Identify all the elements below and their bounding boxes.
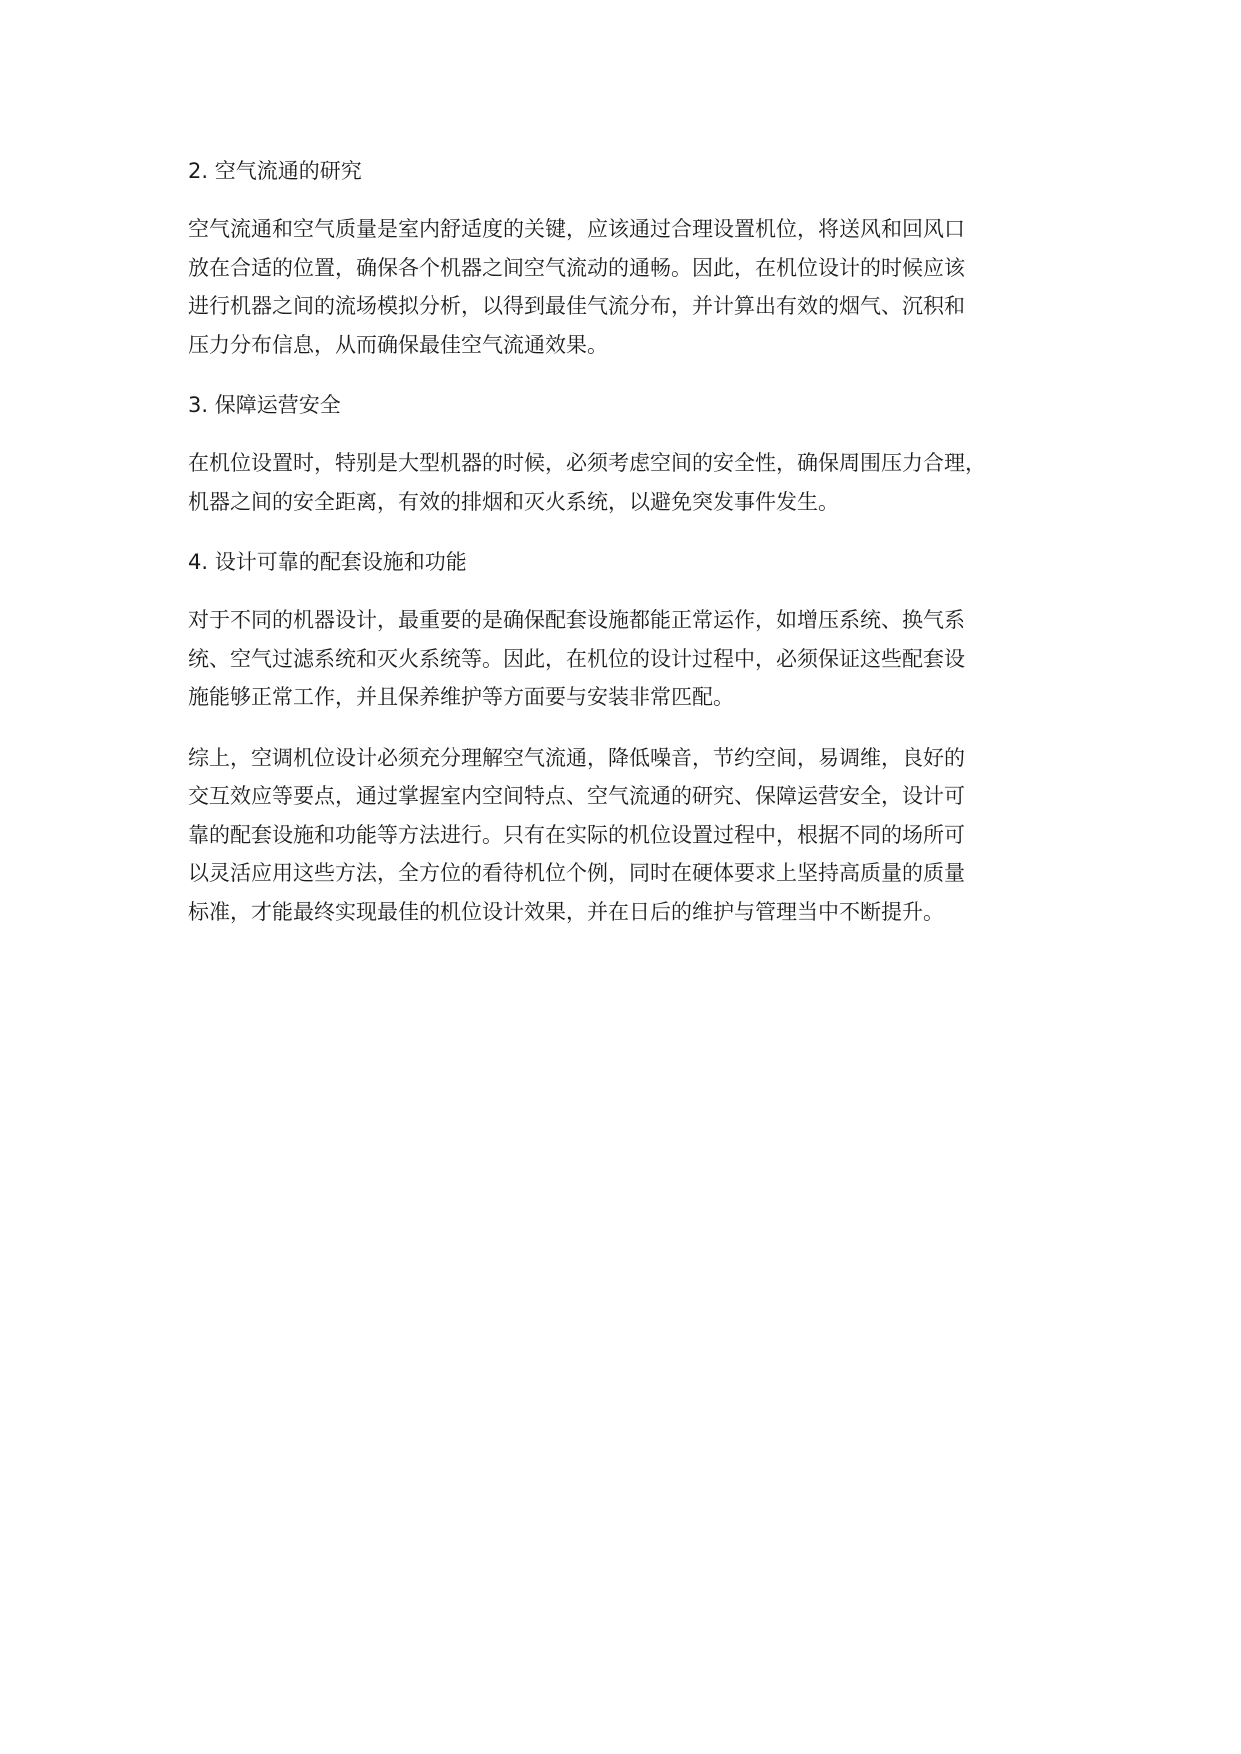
paragraph-line: 放在合适的位置，确保各个机器之间空气流动的通畅。因此，在机位设计的时候应该 <box>188 255 965 280</box>
paragraph-line: 空气流通和空气质量是室内舒适度的关键，应该通过合理设置机位，将送风和回风口 <box>188 217 965 241</box>
paragraph-airflow <box>188 210 1068 364</box>
paragraph-line: 标准，才能最终实现最佳的机位设计效果，并在日后的维护与管理当中不断提升。 <box>188 899 944 924</box>
paragraph-line: 压力分布信息，从而确保最佳空气流通效果。 <box>188 332 608 357</box>
paragraph-line: 以灵活应用这些方法，全方位的看待机位个例，同时在硬体要求上坚持高质量的质量 <box>188 861 965 885</box>
paragraph-line: 机器之间的安全距离，有效的排烟和灭火系统，以避免突发事件发生。 <box>188 489 839 514</box>
paragraph-line: 进行机器之间的流场模拟分析，以得到最佳气流分布，并计算出有效的烟气、沉积和 <box>188 294 965 318</box>
paragraph-safety <box>188 444 1068 521</box>
section-heading-safety: 3. 保障运营安全 <box>188 393 341 417</box>
paragraph-line: 在机位设置时，特别是大型机器的时候，必须考虑空间的安全性，确保周围压力合理， <box>188 451 986 475</box>
paragraph-line: 靠的配套设施和功能等方法进行。只有在实际的机位设置过程中，根据不同的场所可 <box>188 822 965 847</box>
paragraph-line: 对于不同的机器设计，最重要的是确保配套设施都能正常运作，如增压系统、换气系 <box>188 608 965 632</box>
paragraph-line: 综上，空调机位设计必须充分理解空气流通，降低噪音，节约空间，易调维，良好的 <box>188 745 965 770</box>
paragraph-line: 施能够正常工作，并且保养维护等方面要与安装非常匹配。 <box>188 685 734 709</box>
section-heading-facilities: 4. 设计可靠的配套设施和功能 <box>188 550 467 574</box>
paragraph-line: 交互效应等要点，通过掌握室内空间特点、空气流通的研究、保障运营安全，设计可 <box>188 784 965 808</box>
section-heading-airflow: 2. 空气流通的研究 <box>188 159 362 183</box>
paragraph-conclusion <box>188 739 1068 932</box>
paragraph-line: 统、空气过滤系统和灭火系统等。因此，在机位的设计过程中，必须保证这些配套设 <box>188 646 965 671</box>
document-page <box>188 152 1068 953</box>
paragraph-facilities <box>188 601 1068 717</box>
